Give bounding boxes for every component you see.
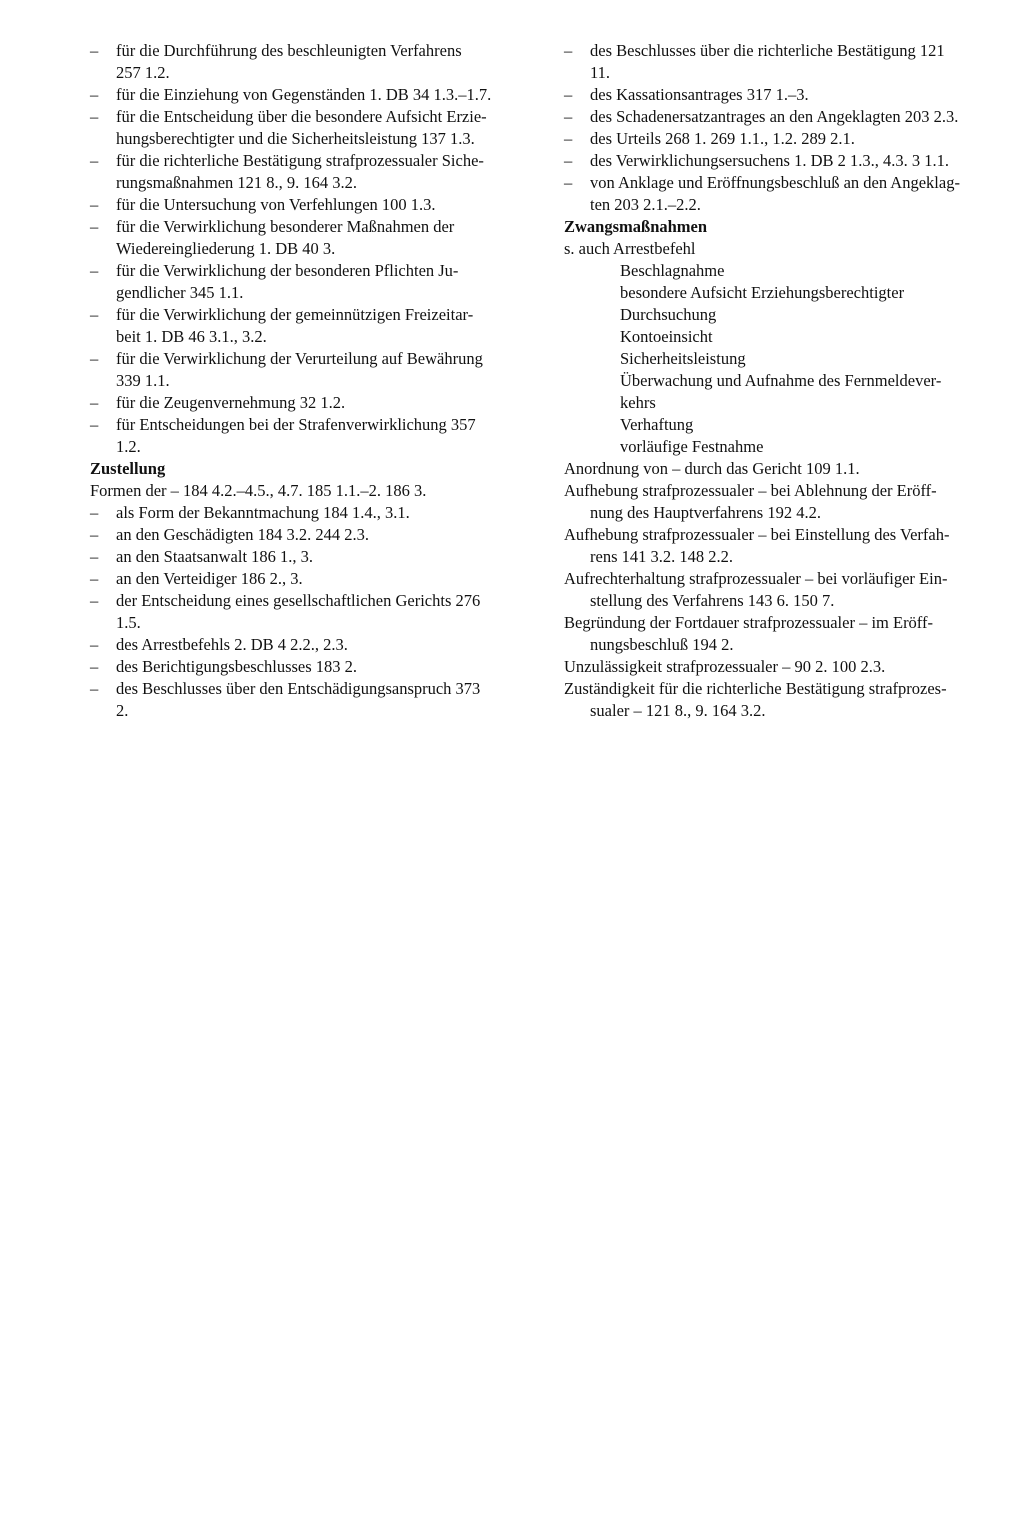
entry-line: für die Verwirklichung der besonderen Pflichten Ju- (116, 261, 459, 280)
entry-line: beit 1. DB 46 3.1., 3.2. (116, 327, 267, 346)
entry-line: Beschlagnahme (620, 261, 725, 280)
entry-line: Kontoeinsicht (620, 327, 713, 346)
dash-marker: – (564, 107, 573, 126)
dash-marker: – (90, 393, 99, 412)
dash-marker: – (90, 591, 99, 610)
entry-line: Zuständigkeit für die richterliche Bestätigung strafprozes- (564, 679, 947, 698)
entry-line: für Entscheidungen bei der Strafenverwirklichung 357 (116, 415, 476, 434)
index-entry (90, 150, 542, 194)
entry-line: für die Einziehung von Gegenständen 1. DB 34 1.3.–1.7. (116, 85, 492, 104)
entry-line: der Entscheidung eines gesellschaftlichen Gerichts 276 (116, 591, 481, 610)
entry-line: Aufrechterhaltung strafprozessualer – bei vorläufiger Ein- (564, 569, 948, 588)
index-entry (90, 590, 542, 634)
entry-line: von Anklage und Eröffnungsbeschluß an den Angeklag- (590, 173, 960, 192)
index-entry (90, 480, 542, 502)
dash-marker: – (90, 305, 99, 324)
index-entry (564, 40, 1014, 84)
dash-marker: – (90, 217, 99, 236)
entry-line: an den Geschädigten 184 3.2. 244 2.3. (116, 525, 369, 544)
entry-line: für die richterliche Bestätigung strafprozessualer Siche- (116, 151, 484, 170)
entry-line: für die Durchführung des beschleunigten Verfahrens (116, 41, 462, 60)
dash-marker: – (90, 151, 99, 170)
entry-line: Zustellung (90, 459, 166, 478)
dash-marker: – (90, 657, 99, 676)
index-subentry (564, 326, 1014, 348)
index-entry (564, 678, 1014, 722)
entry-line: des Arrestbefehls 2. DB 4 2.2., 2.3. (116, 635, 348, 654)
index-entry (90, 304, 542, 348)
entry-line: Sicherheitsleistung (620, 349, 746, 368)
entry-line: 257 1.2. (116, 63, 170, 82)
entry-line: für die Verwirklichung der gemeinnützigen Freizeitar- (116, 305, 474, 324)
entry-line: an den Staatsanwalt 186 1., 3. (116, 547, 314, 566)
index-subentry (564, 436, 1014, 458)
entry-line: 339 1.1. (116, 371, 170, 390)
index-entry (564, 106, 1014, 128)
dash-marker: – (90, 415, 99, 434)
entry-line: des Schadenersatzantrages an den Angeklagten 203 2.3. (590, 107, 959, 126)
index-subentry (564, 260, 1014, 282)
entry-line: Begründung der Fortdauer strafprozessualer – im Eröff- (564, 613, 933, 632)
index-entry (90, 524, 542, 546)
entry-line: 1.5. (116, 613, 141, 632)
entry-line: stellung des Verfahrens 143 6. 150 7. (590, 591, 835, 610)
entry-line: Zwangsmaßnahmen (564, 217, 708, 236)
entry-line: für die Entscheidung über die besondere Aufsicht Erzie- (116, 107, 487, 126)
dash-marker: – (90, 349, 99, 368)
index-entry (90, 84, 542, 106)
index-subentry (564, 348, 1014, 370)
dash-marker: – (90, 547, 99, 566)
index-entry (90, 348, 542, 392)
entry-line: Aufhebung strafprozessualer – bei Einstellung des Verfah- (564, 525, 950, 544)
index-entry (90, 502, 542, 524)
index-heading (90, 458, 542, 480)
index-entry (90, 392, 542, 414)
entry-line: 1.2. (116, 437, 141, 456)
index-subentry (564, 304, 1014, 326)
index-entry (90, 414, 542, 458)
index-entry (90, 546, 542, 568)
entry-line: des Urteils 268 1. 269 1.1., 1.2. 289 2.1. (590, 129, 855, 148)
entry-line: nungsbeschluß 194 2. (590, 635, 734, 654)
index-heading (564, 216, 1014, 238)
dash-marker: – (90, 85, 99, 104)
index-entry (564, 480, 1014, 524)
index-entry (564, 612, 1014, 656)
dash-marker: – (90, 569, 99, 588)
entry-line: als Form der Bekanntmachung 184 1.4., 3.1. (116, 503, 410, 522)
index-entry (90, 678, 542, 722)
entry-line: s. auch Arrestbefehl (564, 239, 696, 258)
index-entry (90, 656, 542, 678)
dash-marker: – (564, 151, 573, 170)
dash-marker: – (90, 261, 99, 280)
index-subentry (564, 282, 1014, 304)
dash-marker: – (90, 503, 99, 522)
entry-line: des Beschlusses über die richterliche Bestätigung 121 (590, 41, 945, 60)
entry-line: an den Verteidiger 186 2., 3. (116, 569, 303, 588)
entry-line: vorläufige Festnahme (620, 437, 764, 456)
index-entry (564, 458, 1014, 480)
dash-marker: – (564, 41, 573, 60)
entry-line: des Verwirklichungsersuchens 1. DB 2 1.3., 4.3. 3 1.1. (590, 151, 949, 170)
entry-line: Anordnung von – durch das Gericht 109 1.1. (564, 459, 860, 478)
index-subentry (564, 414, 1014, 436)
left-column (90, 40, 542, 722)
index-entry (564, 568, 1014, 612)
entry-line: für die Verwirklichung besonderer Maßnahmen der (116, 217, 455, 236)
entry-line: Formen der – 184 4.2.–4.5., 4.7. 185 1.1.–2. 186 3. (90, 481, 427, 500)
right-column (564, 40, 1014, 722)
entry-line: Verhaftung (620, 415, 694, 434)
index-entry (90, 260, 542, 304)
entry-line: Durchsuchung (620, 305, 717, 324)
entry-line: Unzulässigkeit strafprozessualer – 90 2. 100 2.3. (564, 657, 886, 676)
entry-line: hungsberechtigter und die Sicherheitsleistung 137 1.3. (116, 129, 475, 148)
dash-marker: – (90, 525, 99, 544)
index-entry (564, 84, 1014, 106)
dash-marker: – (90, 635, 99, 654)
entry-line: des Kassationsantrages 317 1.–3. (590, 85, 809, 104)
index-entry (90, 194, 542, 216)
index-entry (564, 128, 1014, 150)
entry-line: für die Verwirklichung der Verurteilung auf Bewährung (116, 349, 483, 368)
entry-line: ten 203 2.1.–2.2. (590, 195, 701, 214)
entry-line: gendlicher 345 1.1. (116, 283, 244, 302)
entry-line: 11. (590, 63, 611, 82)
dash-marker: – (90, 41, 99, 60)
entry-line: Wiedereingliederung 1. DB 40 3. (116, 239, 336, 258)
dash-marker: – (90, 679, 99, 698)
entry-line: rens 141 3.2. 148 2.2. (590, 547, 733, 566)
index-entry (90, 568, 542, 590)
entry-line: nung des Hauptverfahrens 192 4.2. (590, 503, 821, 522)
index-entry (90, 106, 542, 150)
index-entry (90, 634, 542, 656)
entry-line: Aufhebung strafprozessualer – bei Ablehnung der Eröff- (564, 481, 937, 500)
index-entry (564, 238, 1014, 260)
index-subentry (564, 370, 1014, 414)
dash-marker: – (90, 195, 99, 214)
index-entry (564, 524, 1014, 568)
index-entry (564, 150, 1014, 172)
index-entry (90, 40, 542, 84)
index-entry (564, 172, 1014, 216)
entry-line: Überwachung und Aufnahme des Fernmeldever- (620, 371, 942, 390)
dash-marker: – (564, 85, 573, 104)
entry-line: sualer – 121 8., 9. 164 3.2. (590, 701, 766, 720)
dash-marker: – (564, 173, 573, 192)
entry-line: für die Untersuchung von Verfehlungen 100 1.3. (116, 195, 436, 214)
index-entry (564, 656, 1014, 678)
entry-line: rungsmaßnahmen 121 8., 9. 164 3.2. (116, 173, 358, 192)
dash-marker: – (564, 129, 573, 148)
entry-line: des Beschlusses über den Entschädigungsanspruch 373 (116, 679, 481, 698)
entry-line: für die Zeugenvernehmung 32 1.2. (116, 393, 346, 412)
entry-line: des Berichtigungsbeschlusses 183 2. (116, 657, 358, 676)
dash-marker: – (90, 107, 99, 126)
entry-line: besondere Aufsicht Erziehungsberechtigter (620, 283, 905, 302)
entry-line: kehrs (620, 393, 656, 412)
entry-line: 2. (116, 701, 129, 720)
index-entry (90, 216, 542, 260)
